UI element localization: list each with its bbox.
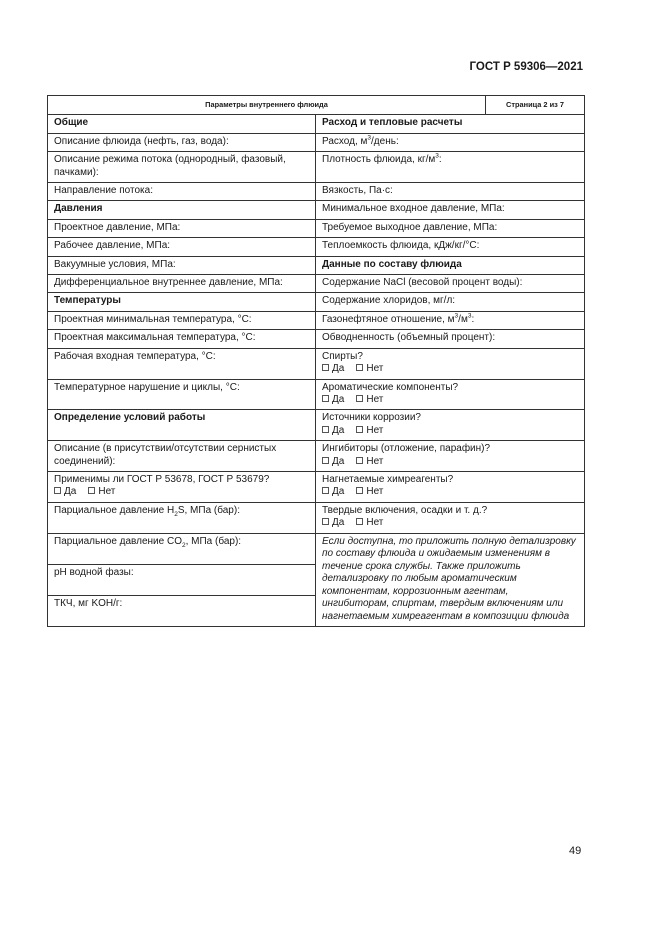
table-row: [48, 330, 585, 348]
field-inlet-temperature: Рабочая входная температура, °С:: [48, 348, 316, 379]
table-row: [48, 183, 585, 201]
section-general: Общие: [48, 115, 316, 133]
table-header-row: [48, 96, 585, 115]
option-yes[interactable]: Да: [322, 425, 344, 436]
field-aromatics: [316, 379, 585, 410]
field-gas-oil-ratio: Газонефтяное отношение, $м^3/м^3$:: [316, 311, 585, 329]
option-no[interactable]: Нет: [88, 486, 115, 497]
field-design-pressure: Проектное давление, МПа:: [48, 219, 316, 237]
option-yes[interactable]: Да: [322, 456, 344, 467]
table-row: [48, 502, 585, 533]
question-label: Ароматические компоненты?: [322, 381, 459, 393]
question-label: Спирты?: [322, 350, 363, 362]
field-alcohols: [316, 348, 585, 379]
table-title: Параметры внутреннего флюида: [48, 96, 486, 115]
table-page-indicator: Страница 2 из 7: [486, 96, 585, 115]
fluid-parameters-table: [47, 95, 585, 627]
field-temperature-disturbance: Температурное нарушение и циклы, °С:: [48, 379, 316, 410]
checkbox-icon[interactable]: [322, 426, 329, 433]
table-row: [48, 441, 585, 472]
field-h2s-partial-pressure: Парциальное давление $H_2S$, МПа (бар):: [48, 502, 316, 533]
section-pressures: Давления: [48, 201, 316, 219]
standard-number: ГОСТ Р 59306—2021: [469, 61, 583, 73]
field-nacl-content: Содержание NaCl (весовой процент воды):: [316, 275, 585, 293]
field-injected-chemicals: [316, 471, 585, 502]
field-flow-direction: Направление потока:: [48, 183, 316, 201]
question-label: Нагнетаемые химреагенты?: [322, 473, 454, 485]
section-flow-heat: Расход и тепловые расчеты: [316, 115, 585, 133]
table-row: [48, 379, 585, 410]
field-flow-mode: Описание режима потока (однородный, фазовый, пачками):: [48, 152, 316, 183]
field-min-temperature: Проектная минимальная температура, °С:: [48, 311, 316, 329]
field-vacuum-conditions: Вакуумные условия, МПа:: [48, 256, 316, 274]
table-row: [48, 256, 585, 274]
composition-note: Если доступна, то приложить полную детализровку по составу флюида и ожидаемым изменениям в течение срока службы. Также приложить детализровку по любым ароматическим компонентам, коррозионным агентам, ингибиторам, спиртам, твердым включениям или нагнетаемым химреагентам в композиции флюида: [316, 533, 585, 627]
option-yes[interactable]: Да: [322, 486, 344, 497]
checkbox-icon[interactable]: [322, 487, 329, 494]
field-corrosion-sources: [316, 410, 585, 441]
checkbox-icon[interactable]: [356, 395, 363, 402]
table-row: [48, 311, 585, 329]
table-row: [48, 348, 585, 379]
field-ph: pH водной фазы:: [48, 564, 316, 595]
table-row: [48, 533, 585, 564]
table-row: [48, 152, 585, 183]
field-flow-rate: Расход, $м^3$/день:: [316, 133, 585, 151]
question-label: Источники коррозии?: [322, 412, 421, 424]
option-no[interactable]: Нет: [356, 456, 383, 467]
option-no[interactable]: Нет: [356, 425, 383, 436]
field-sulfur-description: Описание (в присутствии/отсутствии сернистых соединений):: [48, 441, 316, 472]
field-water-cut: Обводненность (объемный процент):: [316, 330, 585, 348]
table-row: [48, 238, 585, 256]
checkbox-icon[interactable]: [322, 457, 329, 464]
field-working-pressure: Рабочее давление, МПа:: [48, 238, 316, 256]
table-row: [48, 410, 585, 441]
field-fluid-density: Плотность флюида, $кг/м^3$:: [316, 152, 585, 183]
field-required-outlet-pressure: Требуемое выходное давление, МПа:: [316, 219, 585, 237]
checkbox-icon[interactable]: [356, 487, 363, 494]
option-no[interactable]: Нет: [356, 363, 383, 374]
checkbox-icon[interactable]: [322, 395, 329, 402]
checkbox-icon[interactable]: [54, 487, 61, 494]
checkbox-icon[interactable]: [356, 457, 363, 464]
field-heat-capacity: Теплоемкость флюида, кДж/кг/°С:: [316, 238, 585, 256]
table-row: [48, 293, 585, 311]
checkbox-icon[interactable]: [322, 364, 329, 371]
page-number: 49: [569, 845, 582, 857]
table-row: [48, 133, 585, 151]
option-yes[interactable]: Да: [322, 394, 344, 405]
field-differential-pressure: Дифференциальное внутреннее давление, МПа:: [48, 275, 316, 293]
question-label: Ингибиторы (отложение, парафин)?: [322, 443, 491, 455]
question-label: Твердые включения, осадки и т. д.?: [322, 504, 488, 516]
section-temperatures: Температуры: [48, 293, 316, 311]
table-row: [48, 471, 585, 502]
table-row: [48, 219, 585, 237]
option-no[interactable]: Нет: [356, 486, 383, 497]
checkbox-icon[interactable]: [356, 426, 363, 433]
checkbox-icon[interactable]: [322, 518, 329, 525]
section-conditions: Определение условий работы: [48, 410, 316, 441]
field-inhibitors: [316, 441, 585, 472]
field-gost-applicability: [48, 471, 316, 502]
option-no[interactable]: Нет: [356, 517, 383, 528]
field-min-inlet-pressure: Минимальное входное давление, МПа:: [316, 201, 585, 219]
option-yes[interactable]: Да: [322, 517, 344, 528]
field-chloride-content: Содержание хлоридов, мг/л:: [316, 293, 585, 311]
checkbox-icon[interactable]: [356, 364, 363, 371]
question-label: Применимы ли ГОСТ Р 53678, ГОСТ Р 53679?: [54, 473, 270, 485]
field-solids: [316, 502, 585, 533]
section-composition: Данные по составу флюида: [316, 256, 585, 274]
field-viscosity: Вязкость, Па·с:: [316, 183, 585, 201]
field-tan: ТКЧ, мг KOH/г:: [48, 595, 316, 626]
checkbox-icon[interactable]: [356, 518, 363, 525]
table-row: [48, 275, 585, 293]
field-fluid-description: Описание флюида (нефть, газ, вода):: [48, 133, 316, 151]
option-no[interactable]: Нет: [356, 394, 383, 405]
field-max-temperature: Проектная максимальная температура, °С:: [48, 330, 316, 348]
field-co2-partial-pressure: Парциальное давление $CO_2$, МПа (бар):: [48, 533, 316, 564]
option-yes[interactable]: Да: [322, 363, 344, 374]
option-yes[interactable]: Да: [54, 486, 76, 497]
table-row: [48, 201, 585, 219]
table-row: [48, 115, 585, 133]
checkbox-icon[interactable]: [88, 487, 95, 494]
